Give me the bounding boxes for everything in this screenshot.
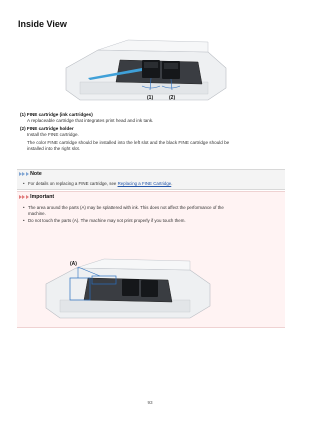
important-heading-text: Important [30, 194, 55, 200]
page-title: Inside View [18, 19, 67, 29]
definition-list [20, 112, 290, 152]
callout-1: (1) [147, 95, 154, 101]
definition-desc-2c: installed into the right slot. [27, 146, 81, 151]
important-bullet-1-cont: machine. [28, 211, 46, 216]
note-heading-text: Note [30, 171, 42, 177]
note-arrows-icon [19, 172, 29, 176]
important-arrows-icon [19, 195, 29, 199]
printer-inside-illustration [58, 38, 234, 108]
parts-a-illustration [40, 258, 216, 324]
page-number: 93 [147, 400, 153, 405]
important-bullet-2: • Do not touch the parts (A). The machine may not print properly if you touch them. [23, 218, 186, 223]
note-bullet: • For details on replacing a FINE cartridge, see Replacing a FINE Cartridge. [23, 181, 173, 186]
definition-desc-2b: The color FINE cartridge should be installed into the left slot and the black FINE cartridge should be [27, 140, 230, 145]
definition-desc-2a: Install the FINE cartridge. [27, 132, 79, 137]
callout-2: (2) [169, 95, 176, 101]
definition-desc-1: A replaceable cartridge that integrates print head and ink tank. [27, 118, 154, 123]
important-bullet-1-text: The area around the parts (A) may be splattered with ink. This does not affect the performance of the [28, 205, 224, 210]
note-bullet-text: For details on replacing a FINE cartridge, see [28, 181, 118, 186]
note-bullet-end: . [171, 181, 173, 186]
important-bullet-2-text: Do not touch the parts (A). The machine may not print properly if you touch them. [28, 218, 186, 223]
definition-term-1: (1) FINE cartridge (ink cartridges) [20, 112, 93, 117]
important-bullet-1: • The area around the parts (A) may be splattered with ink. This does not affect the performance of the [23, 205, 224, 210]
important-heading [19, 194, 54, 200]
definition-term-2: (2) FINE cartridge holder [20, 126, 74, 131]
note-box [17, 169, 285, 190]
replacing-fine-cartridge-link[interactable]: Replacing a FINE Cartridge [117, 181, 172, 186]
note-heading [19, 171, 42, 177]
callout-a: (A) [70, 261, 77, 267]
